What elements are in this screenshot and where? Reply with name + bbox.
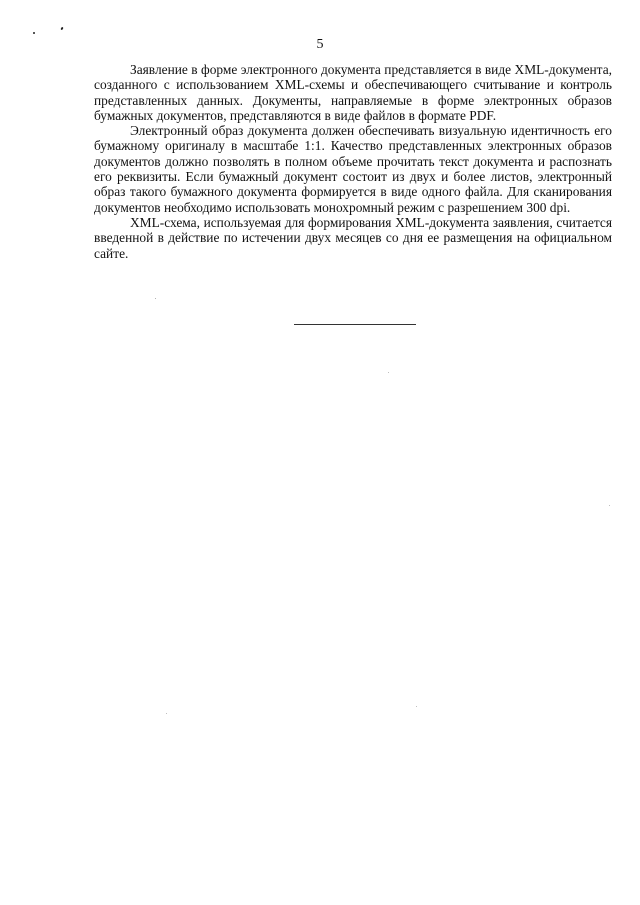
paragraph-xml-schema: XML-схема, используемая для формирования XML-документа заявления, считается введенной в действие по истечении двух месяцев со дня ее размещения на официальном сайте. <box>94 214 612 261</box>
end-of-text-divider <box>294 324 416 325</box>
scan-speck <box>155 298 156 299</box>
page-number: 5 <box>316 37 324 52</box>
scan-speck <box>388 372 389 373</box>
paragraph-electronic-image: Электронный образ документа должен обеспечивать визуальную идентичность его бумажному оригиналу в масштабе 1:1. Качество представленных электронных образов документов должно позволять в полном объеме прочитать текст документа и распознать его реквизиты. Если бумажный документ состоит из двух и более листов, электронный образ такого бумажного документа формируется в виде одного файла. Для сканирования документов необходимо использовать монохромный режим с разрешением 300 dpi. <box>94 123 612 215</box>
document-body <box>94 62 612 261</box>
scan-speck <box>609 505 610 506</box>
paragraph-electronic-form: Заявление в форме электронного документа представляется в виде XML-документа, созданного с использованием XML-схемы и обеспечивающего считывание и контроль представленных данных. Документы, направляемые в форме электронных образов бумажных документов, представляются в виде файлов в формате PDF. <box>94 62 612 123</box>
scan-speck <box>60 27 63 31</box>
scan-speck <box>416 706 417 707</box>
scan-speck <box>33 32 35 34</box>
scan-speck <box>166 713 167 714</box>
